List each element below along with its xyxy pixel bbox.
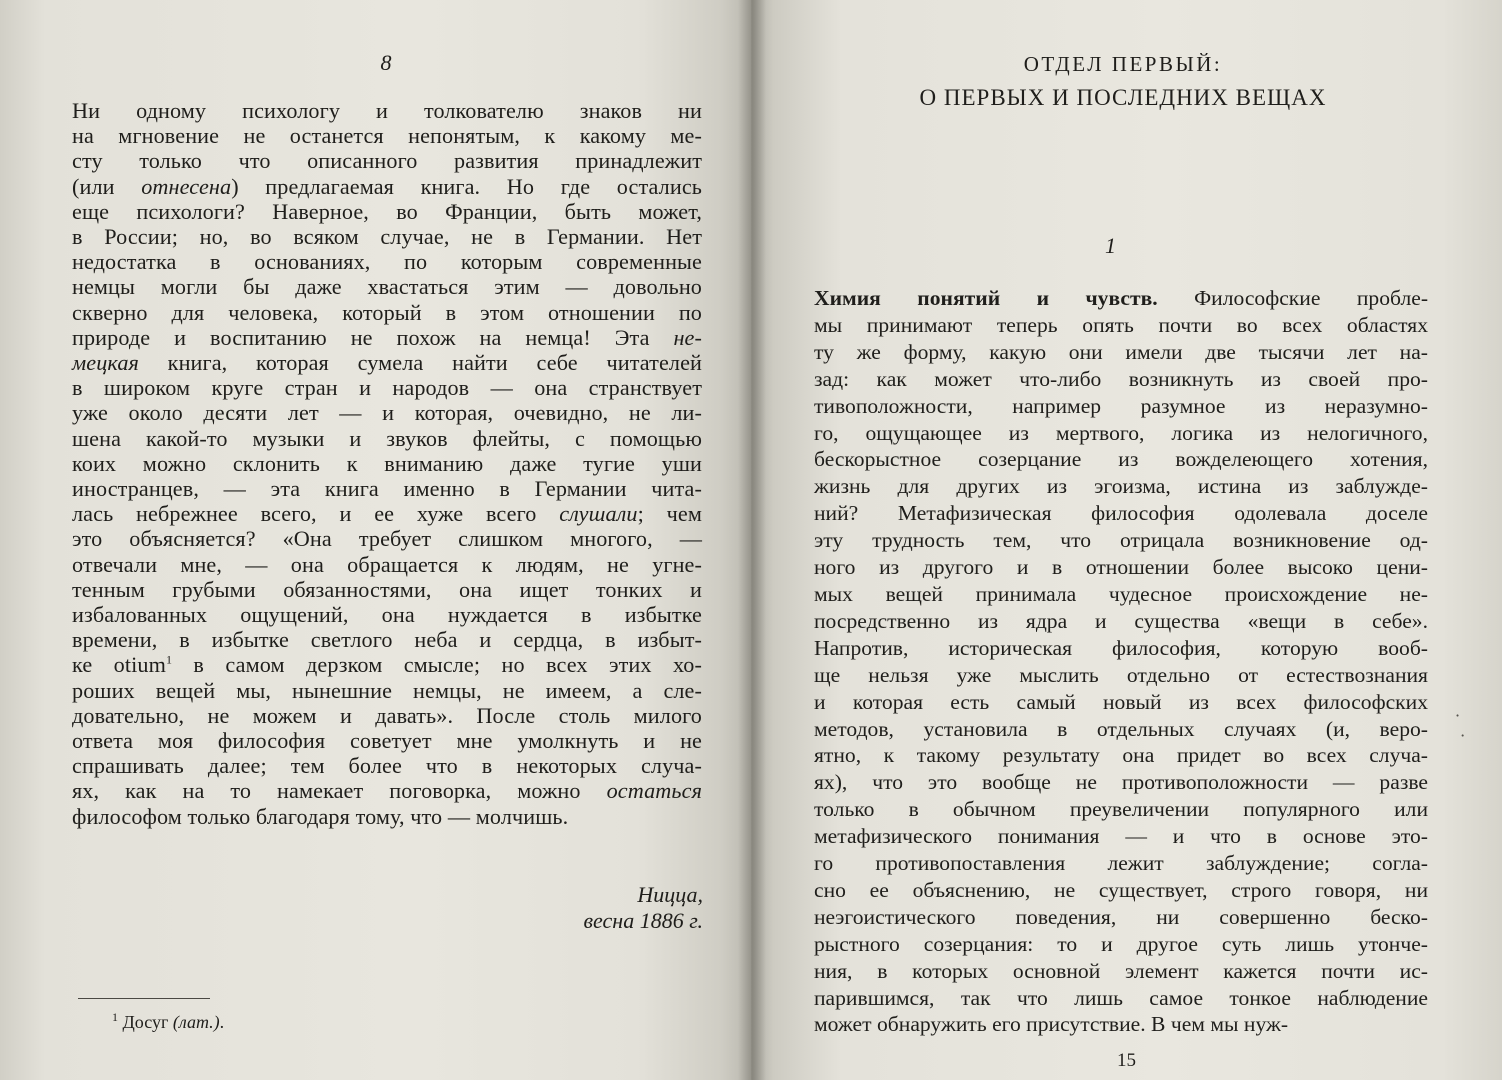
right-text-line: рыстного созерцания: то и другое суть лишь утонче-	[814, 931, 1428, 956]
section-subtitle: О ПЕРВЫХ И ПОСЛЕДНИХ ВЕЩАХ	[919, 85, 1327, 110]
left-text-line: спрашивать далее; тем более что в некоторых случа-	[72, 753, 702, 779]
left-text-line: ях, как на то намекает поговорка, можно остаться	[72, 778, 702, 804]
left-text-line: мецкая книга, которая сумела найти себе читателей	[72, 350, 702, 376]
left-text-line: избалованных ощущений, она нуждается в избытке	[72, 602, 702, 628]
footnote-mark: 1	[112, 1010, 118, 1024]
left-text-line: недостатка в основаниях, по которым современные	[72, 249, 702, 275]
left-text-line: это объясняется? «Она требует слишком многого, —	[72, 526, 702, 552]
margin-specks: · ·	[1455, 706, 1466, 745]
right-text-line: жизнь для других из эгоизма, истина из заблужде-	[814, 474, 1428, 499]
right-text-line: метафизического понимания — и что в основе это-	[814, 824, 1428, 849]
right-page-body	[814, 285, 1428, 1038]
footnote-note: (лат.)	[172, 1012, 220, 1032]
right-text-line: бескорыстное созерцание из вожделеющего хотения,	[814, 447, 1428, 472]
signature	[584, 882, 704, 934]
right-text-line: ях), что это вообще не противоположности — разве	[814, 770, 1428, 795]
right-text-line: ного из другого и в отношении более высоко цени-	[814, 555, 1428, 580]
section-title: ОТДЕЛ ПЕРВЫЙ:	[1023, 52, 1223, 76]
right-text-line: мых вещей принимала чудесное происхождение не-	[814, 581, 1428, 606]
left-text-line: (или отнесена) предлагаемая книга. Но где остались	[72, 173, 702, 199]
footnote-text: Досуг	[122, 1012, 169, 1032]
footnote-rule	[78, 998, 210, 999]
right-text-line: Напротив, историческая философия, которую вооб-	[814, 635, 1428, 660]
left-text-line: ответа моя философия советует мне умолкнуть и не	[72, 728, 702, 754]
left-text-line: лась небрежнее всего, и ее хуже всего слушали; чем	[72, 501, 702, 527]
footnote	[112, 1012, 224, 1033]
left-text-line: еще психологи? Наверное, во Франции, быть может,	[72, 198, 702, 224]
left-text-line: философом только благодаря тому, что — молчишь.	[72, 803, 569, 829]
left-text-line: иностранцев, — эта книга именно в Германии чита-	[72, 476, 702, 502]
page-number-bottom: 15	[1117, 1050, 1136, 1071]
left-text-line: сту только что описанного развития принадлежит	[72, 148, 702, 174]
left-text-line: коих можно склонить к вниманию даже тугие уши	[72, 450, 702, 476]
right-text-line: Химия понятий и чувств. Философские пробле-	[814, 286, 1429, 310]
right-text-line: методов, установила в отдельных случаях (и, веро-	[814, 716, 1428, 741]
left-text-line: довательно, не можем и давать». После столь милого	[72, 702, 702, 728]
left-text-line: шена какой-то музыки и звуков флейты, с помощью	[72, 425, 702, 451]
left-text-line: Ни одному психологу и толкователю знаков ни	[72, 98, 702, 123]
right-text-line: го, ощущающее из мертвого, логика из нелогичного,	[814, 420, 1428, 445]
signature-place: Ницца,	[637, 882, 703, 907]
right-text-line: сно ее объяснению, не существует, строго говоря, ни	[814, 877, 1428, 902]
right-text-line: посредственно из ядра и существа «вещи в себе».	[814, 608, 1428, 633]
right-text-line: зад: как может что-либо возникнуть из своей про-	[814, 366, 1428, 391]
page-number-top: 8	[380, 50, 392, 75]
left-text-line: уже около десяти лет — и которая, очевидно, не ли-	[72, 400, 702, 426]
right-text-line: может обнаружить его присутствие. В чем мы нуж-	[814, 1012, 1289, 1037]
right-page	[751, 0, 1502, 1080]
right-text-line: неэгоистического поведения, ни совершенно беско-	[814, 904, 1428, 929]
left-text-line: тенным грубыми обязанностями, она ищет тонких и	[72, 576, 702, 602]
right-text-line: ний? Метафизическая философия одолевала доселе	[814, 501, 1428, 526]
left-page-body	[72, 98, 702, 829]
left-text-line: природе и воспитанию не похож на немца! Эта не-	[72, 324, 702, 350]
right-text-line: мы принимают теперь опять почти во всех областях	[814, 312, 1428, 337]
left-text-line: скверно для человека, который в этом отношении по	[72, 299, 702, 325]
right-text-line: ния, в которых основной элемент кажется почти ис-	[814, 958, 1428, 983]
right-text-line: ще нельзя уже мыслить отдельно от естествознания	[814, 662, 1428, 687]
footnote-end: .	[219, 1012, 225, 1032]
left-text-line: немцы могли бы даже хвастаться этим — довольно	[72, 274, 702, 300]
left-text-line: роших вещей мы, нынешние немцы, не имеем, а сле-	[72, 677, 702, 703]
signature-date: весна 1886 г.	[583, 908, 703, 933]
right-text-line: ятно, к такому результату она придет во всех случа-	[814, 743, 1428, 768]
right-text-line: го противопоставления лежит заблуждение; согла-	[814, 851, 1428, 876]
left-text-line: в широком круге стран и народов — она странствует	[72, 375, 702, 401]
right-text-line: только в обычном преувеличении популярного или	[814, 797, 1428, 822]
left-text-line: на мгновение не останется непонятым, к какому ме-	[72, 123, 702, 149]
right-text-line: тивоположности, например разумное из неразумно-	[814, 393, 1428, 418]
left-text-line: времени, в избытке светлого неба и сердца, в избыт-	[72, 627, 702, 653]
right-text-line: ту же форму, какую они имели две тысячи лет на-	[814, 339, 1428, 364]
aphorism-number: 1	[1105, 233, 1116, 258]
left-text-line: ке otium$^1$ в самом дерзком смысле; но всех этих хо-	[72, 652, 702, 678]
left-text-line: отвечали мне, — она обращается к людям, не угне-	[72, 551, 702, 577]
right-text-line: и которая есть самый новый из всех философских	[814, 689, 1428, 714]
right-text-line: эту трудность тем, что отрицала возникновение од-	[814, 528, 1428, 553]
left-text-line: в России; но, во всяком случае, не в Германии. Нет	[72, 224, 702, 250]
right-text-line: парившимся, так что лишь самое тонкое наблюдение	[814, 985, 1428, 1010]
